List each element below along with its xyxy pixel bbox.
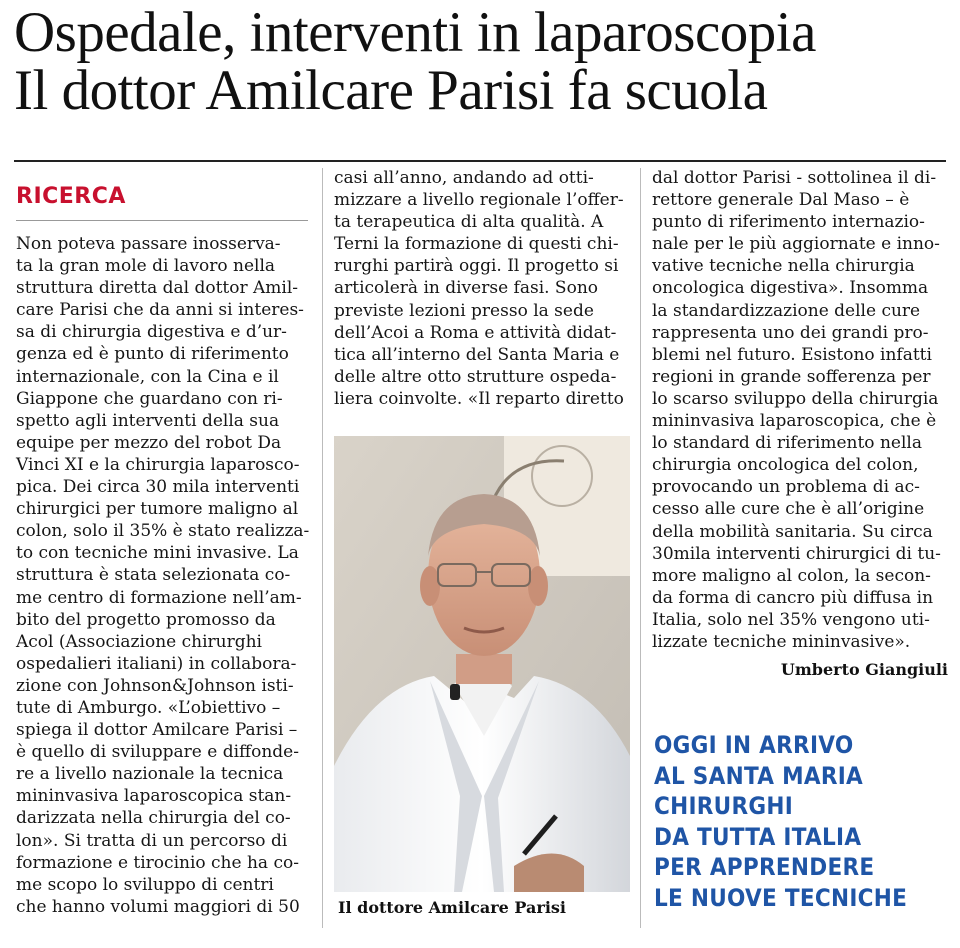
portrait-photo [334, 436, 630, 892]
section-kicker: RICERCA [16, 184, 126, 209]
column-divider-1 [322, 168, 323, 928]
sidebar-line: LE NUOVE TECNICHE [654, 883, 908, 912]
sidebar-line: AL SANTA MARIA [654, 761, 864, 790]
headline-line-2: Il dottor Amilcare Parisi fa scuola [14, 59, 768, 122]
header-rule [14, 160, 946, 162]
author-byline: Umberto Giangiuli [780, 660, 948, 679]
headline-line-1: Ospedale, interventi in laparoscopia [14, 1, 816, 64]
article-column-1: Non poteva passare inosserva- ta la gran mole di lavoro nella struttura diretta dal dottor Amil- care Parisi che da anni si interes- sa di chirurgia digestiva e d’ur- genza ed è punto di riferimento internazionale, con la Cina e il Giappone che guardano con ri- spetto agli interventi della sua equipe per mezzo del robot Da Vinci XI e la chirurgia laparosco- pica. Dei circa 30 mila interventi chirurgici per tumore maligno al colon, solo il 35% è stato realizza- to con tecniche mini invasive. La struttura è stata selezionata co- me centro di formazione nell’am- bito del progetto promosso da Acol (Associazione chirurghi ospedalieri italiani) in collabora- zione con Johnson&Johnson isti- tute di Amburgo. «L’obiettivo – spiega il dottor Amilcare Parisi – è quello di sviluppare e diffonde- re a livello nazionale la tecnica mininvasiva laparoscopica stan- darizzata nella chirurgia del co- lon». Si tratta di un percorso di formazione e tirocinio che ha co- me scopo lo sviluppo di centri che hanno volumi maggiori di 50 [16, 234, 310, 917]
sidebar-line: OGGI IN ARRIVO [654, 731, 854, 759]
headline [14, 1, 954, 122]
photo-caption: Il dottore Amilcare Parisi [338, 898, 566, 917]
kicker-rule [16, 220, 308, 221]
sidebar-line: PER APPRENDERE [654, 853, 875, 881]
sidebar-line: CHIRURGHI [654, 792, 794, 820]
sidebar-line: DA TUTTA ITALIA [654, 822, 862, 851]
article-column-2: casi all’anno, andando ad otti- mizzare a livello regionale l’offer- ta terapeutica di alta qualità. A Terni la formazione di questi chi- rurghi partirà oggi. Il progetto si articolerà in diverse fasi. Sono previste lezioni presso la sede dell’Acoi a Roma e attività didat- tica all’interno del Santa Maria e delle altre otto strutture ospeda- liera coinvolte. «Il reparto diretto [334, 168, 624, 409]
article-column-3: dal dottor Parisi - sottolinea il di- rettore generale Dal Maso – è punto di riferimento internazio- nale per le più aggiornate e inno- vative tecniche nella chirurgia oncologica digestiva». Insomma la standardizzazione delle cure rappresenta uno dei grandi pro- blemi nel futuro. Esistono infatti regioni in grande sofferenza per lo scarso sviluppo della chirurgia mininvasiva laparoscopica, che è lo standard di riferimento nella chirurgia oncologica del colon, provocando un problema di ac- cesso alle cure che è all’origine della mobilità sanitaria. Su circa 30mila interventi chirurgici di tu- more maligno al colon, la secon- da forma di cancro più diffusa in Italia, solo nel 35% vengono uti- lizzate tecniche mininvasive». [652, 168, 941, 652]
column-divider-2 [640, 168, 641, 928]
sidebar-callout [654, 730, 920, 913]
